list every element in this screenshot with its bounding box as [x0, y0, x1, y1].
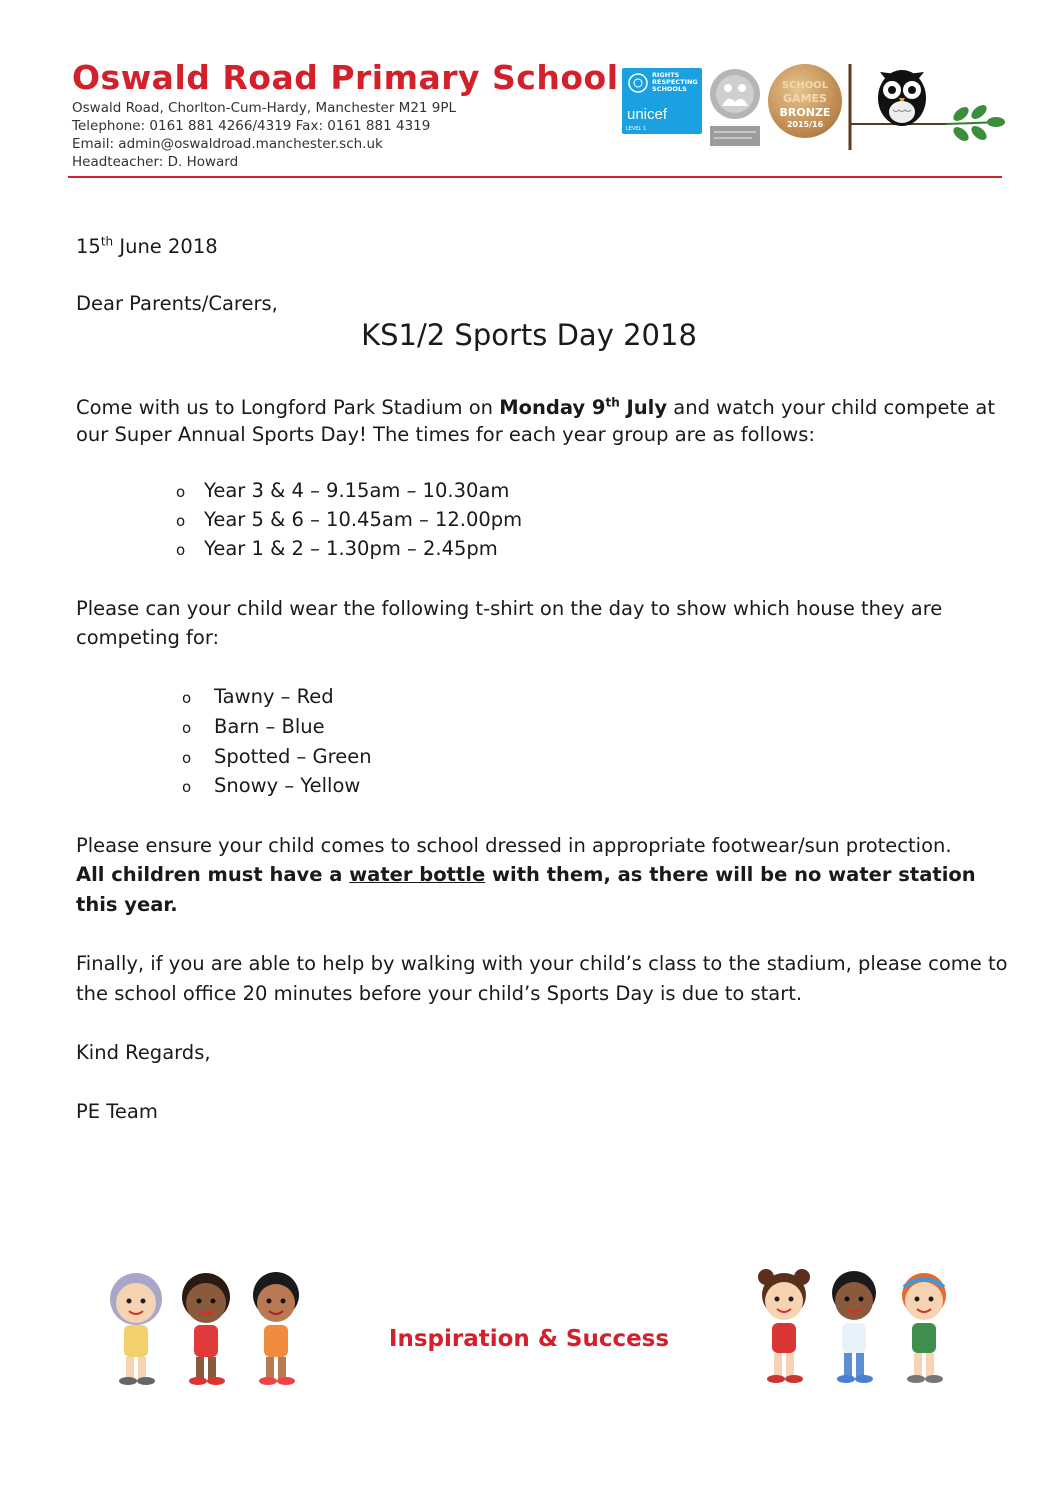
- school-headteacher: Headteacher: D. Howard: [72, 154, 239, 170]
- owl-logo: [846, 62, 1006, 154]
- time-list-item: o Year 5 & 6 – 10.45am – 12.00pm: [176, 505, 522, 535]
- quality-mark-logo: [708, 68, 762, 148]
- bullet-icon: o: [176, 512, 186, 530]
- bullet-icon: o: [182, 749, 192, 767]
- globe-icon: [627, 72, 649, 94]
- intro-line-2: our Super Annual Sports Day! The times for each year group are as follows:: [76, 423, 815, 446]
- bullet-icon: o: [176, 483, 186, 501]
- closing: Kind Regards,: [76, 1041, 211, 1064]
- school-email: Email: admin@oswaldroad.manchester.sch.uk: [72, 136, 383, 152]
- school-games-bronze-logo: [768, 64, 842, 138]
- footer-tagline: Inspiration & Success: [388, 1326, 670, 1352]
- games-line-1: SCHOOL: [781, 80, 829, 91]
- rights-respecting-text: RIGHTS RESPECTING SCHOOLS: [652, 71, 698, 93]
- bullet-icon: o: [176, 541, 186, 559]
- tshirt-line-1: Please can your child wear the following t-shirt on the day to show which house they are: [76, 597, 943, 620]
- helpers-line-1: Finally, if you are able to help by walking with your child’s class to the stadium, please come to: [76, 952, 1008, 975]
- bullet-icon: o: [182, 689, 192, 707]
- games-line-4: 2015/16: [786, 120, 824, 129]
- house-list-item: o Snowy – Yellow: [182, 771, 360, 801]
- time-list-item: o Year 3 & 4 – 9.15am – 10.30am: [176, 476, 509, 506]
- bullet-icon: o: [182, 719, 192, 737]
- level-text: LEVEL 1: [626, 126, 647, 132]
- letter-title: KS1/2 Sports Day 2018: [361, 318, 697, 352]
- school-address: Oswald Road, Chorlton-Cum-Hardy, Manchester M21 9PL: [72, 100, 457, 116]
- school-telephone: Telephone: 0161 881 4266/4319 Fax: 0161 881 4319: [72, 118, 431, 134]
- children-illustration-right: [744, 1263, 974, 1393]
- footwear-notice: Please ensure your child comes to school dressed in appropriate footwear/sun protection.: [76, 834, 952, 857]
- house-list-item: o Spotted – Green: [182, 742, 372, 772]
- header-divider: [68, 176, 1002, 178]
- school-name: Oswald Road Primary School: [72, 58, 619, 97]
- water-bottle-notice: All children must have a water bottle with them, as there will be no water station: [76, 863, 976, 886]
- intro-line-1: Come with us to Longford Park Stadium on Monday 9th July and watch your child compete at: [76, 395, 995, 419]
- letter-date: 15th June 2018: [76, 234, 218, 258]
- time-list-item: o Year 1 & 2 – 1.30pm – 2.45pm: [176, 534, 498, 564]
- games-line-3: BRONZE: [779, 106, 831, 119]
- unicef-rights-respecting-logo: [622, 68, 702, 134]
- helpers-line-2: the school office 20 minutes before your child’s Sports Day is due to start.: [76, 982, 803, 1005]
- water-bottle-notice-line-2: this year.: [76, 893, 178, 916]
- tshirt-line-2: competing for:: [76, 626, 220, 649]
- house-list-item: o Tawny – Red: [182, 682, 334, 712]
- salutation: Dear Parents/Carers,: [76, 292, 278, 315]
- unicef-text: unicef: [627, 106, 668, 123]
- games-line-2: GAMES: [783, 92, 827, 105]
- house-list-item: o Barn – Blue: [182, 712, 325, 742]
- signature: PE Team: [76, 1100, 158, 1123]
- bullet-icon: o: [182, 778, 192, 796]
